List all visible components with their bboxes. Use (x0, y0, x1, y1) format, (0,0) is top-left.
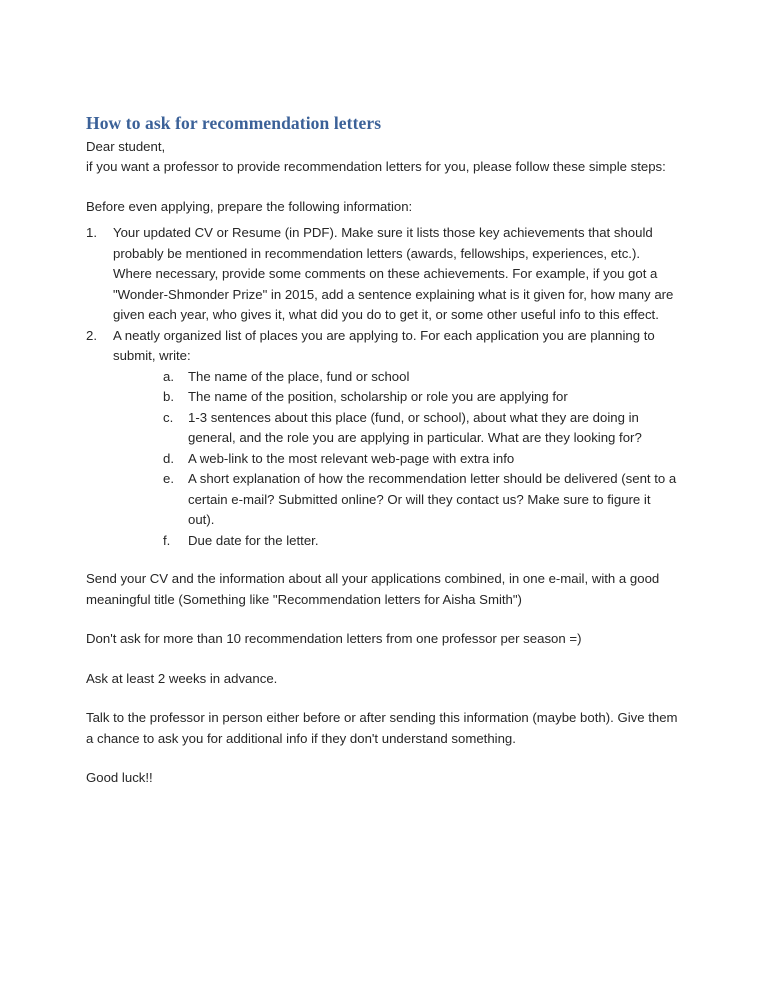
intro-line: if you want a professor to provide recommendation letters for you, please follow these simple steps: (86, 159, 666, 175)
closing-paragraph-send-cv: Send your CV and the information about all your applications combined, in one e-mail, with a good meaningful title (Something like "Recommendation letters for Aisha Smith") (86, 571, 660, 607)
list-marker: 2. (86, 327, 97, 343)
sub-list-marker: a. (163, 368, 174, 384)
sub-list-item-text: A web-link to the most relevant web-page with extra info (188, 450, 515, 466)
sub-list-marker: c. (163, 409, 174, 425)
sub-list-item (163, 531, 680, 552)
closing-paragraph-talk-in-person: Talk to the professor in person either before or after sending this information (maybe both). Give them a chance to ask you for additional info if they don't understand something. (86, 710, 678, 746)
sub-list-item (163, 469, 680, 531)
page-title: How to ask for recommendation letters (86, 113, 382, 133)
closing-paragraph-advance-notice: Ask at least 2 weeks in advance. (86, 670, 278, 686)
sub-list-item (163, 387, 680, 408)
list-item (86, 223, 680, 326)
salutation-line: Dear student, (86, 138, 166, 154)
sub-list-item (163, 408, 680, 449)
preparation-list (86, 223, 680, 551)
list-item-text: A neatly organized list of places you are applying to. For each application you are planning to submit, write: (113, 327, 655, 364)
sub-list-item-text: 1-3 sentences about this place (fund, or school), about what they are doing in general, and the role you are applying in particular. What are they looking for? (188, 409, 642, 446)
closing-paragraph-good-luck: Good luck!! (86, 770, 153, 786)
sub-list-marker: f. (163, 532, 171, 548)
sub-list-item (163, 449, 680, 470)
closing-paragraphs (86, 569, 680, 789)
list-marker: 1. (86, 225, 97, 241)
sub-list-marker: e. (163, 471, 174, 487)
list-item (86, 326, 680, 552)
prepare-line: Before even applying, prepare the following information: (86, 198, 413, 214)
sub-list-item-text: Due date for the letter. (188, 532, 319, 548)
sub-list-item-text: The name of the place, fund or school (188, 368, 410, 384)
sub-list-marker: d. (163, 450, 174, 466)
sub-list-item-text: The name of the position, scholarship or role you are applying for (188, 389, 568, 405)
closing-paragraph-limit: Don't ask for more than 10 recommendation letters from one professor per season =) (86, 631, 582, 647)
sub-list-item (163, 367, 680, 388)
application-sub-list (113, 367, 680, 552)
sub-list-marker: b. (163, 389, 174, 405)
list-item-text: Your updated CV or Resume (in PDF). Make sure it lists those key achievements that should probably be mentioned in recommendation letters (awards, fellowships, experiences, etc.). Where necessary, provide some comments on these achievements. For example, if you got a "Wonder-Shmonder Prize" in 2015, add a sentence explaining what is it given for, how many are given each year, who gives it, what did you do to get it, or some other useful info to this effect. (113, 225, 674, 323)
sub-list-item-text: A short explanation of how the recommendation letter should be delivered (sent to a certain e-mail? Submitted online? Or will they contact us? Make sure to figure it out). (188, 471, 677, 528)
